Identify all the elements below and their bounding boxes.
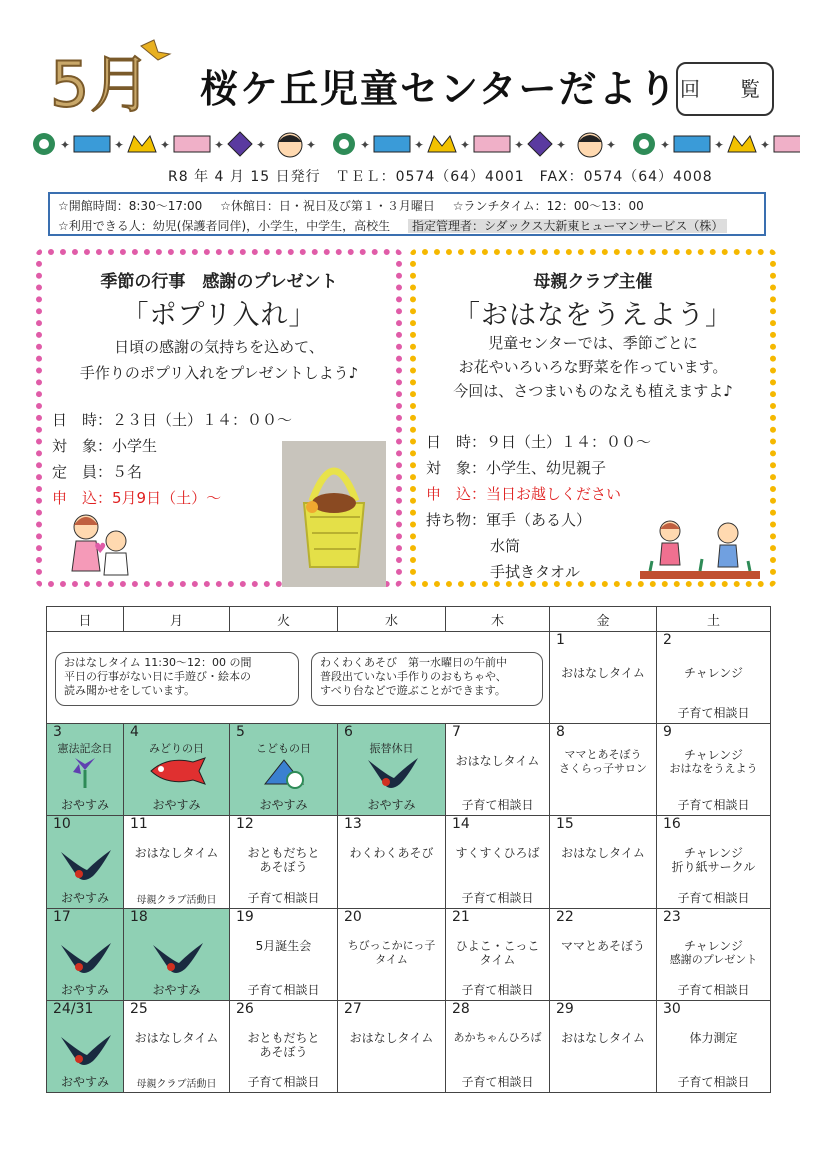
day-event: おはなしタイム <box>561 1030 645 1045</box>
day-number: 25 <box>130 1000 148 1017</box>
day-cell-holiday <box>47 724 124 816</box>
koinobori-icon <box>147 754 207 788</box>
day-number: 20 <box>344 908 362 925</box>
iris-icon <box>65 754 105 790</box>
event1-apply: 申 込：5月9日（土）～ <box>52 489 222 507</box>
day-number: 13 <box>344 816 362 833</box>
day-event-line: タイム <box>479 952 516 967</box>
day-event: おはなしタイム <box>349 1030 434 1045</box>
day-number: 14 <box>452 816 470 833</box>
holiday-name: こどもの日 <box>256 742 311 756</box>
day-event-line: おはなをうえよう <box>669 762 758 776</box>
day-bottom-note: 子育て相談日 <box>677 706 750 721</box>
day-bottom-note: おやすみ <box>367 798 416 813</box>
event2-bring-1: 持ち物：軍手（ある人） <box>426 511 592 529</box>
day-bottom-note: 母親クラブ活動日 <box>136 1079 217 1090</box>
event1-date: 日 時：２３日（土）１４：００～ <box>52 411 293 429</box>
day-number: 1 <box>556 632 565 649</box>
note-wakuwaku <box>311 652 543 706</box>
day-event-line: おともだちと <box>247 1030 320 1045</box>
kids-illustration <box>56 507 142 583</box>
calendar <box>46 606 770 1093</box>
day-bottom-note: 子育て相談日 <box>247 982 320 997</box>
day-bottom-note: おやすみ <box>152 798 201 813</box>
month-text: 5月 <box>50 48 152 118</box>
day-event-line: あそぼう <box>259 1044 308 1059</box>
weekday-sun: 日 <box>47 607 124 632</box>
day-cell-holiday <box>47 816 124 908</box>
day-bottom-note: おやすみ <box>60 982 109 997</box>
day-number: 22 <box>556 908 574 925</box>
day-number: 8 <box>556 724 565 741</box>
day-number: 19 <box>236 908 254 925</box>
day-cell-holiday <box>124 724 230 816</box>
event2-target: 対 象：小学生、幼児親子 <box>426 459 607 477</box>
event2-desc-1: 児童センターでは、季節ごとに <box>488 334 698 352</box>
day-event: おはなしタイム <box>134 846 219 861</box>
gardening-kids-illustration <box>640 517 760 587</box>
swallow-icon <box>364 754 420 794</box>
event1-capacity: 定 員：５名 <box>52 463 143 481</box>
swallow-icon <box>149 939 205 979</box>
circulation-label: 回 覧 <box>676 62 774 116</box>
note1-line1: 平日の行事がない日に手遊び・絵本の <box>64 670 251 684</box>
day-cell-holiday <box>230 724 338 816</box>
day-bottom-note: 子育て相談日 <box>247 1075 320 1089</box>
day-number: 7 <box>452 724 461 741</box>
day-event-line: あそぼう <box>259 860 308 875</box>
day-number: 6 <box>344 724 353 741</box>
swallow-icon <box>57 846 113 886</box>
day-number: 27 <box>344 1000 362 1017</box>
day-cell <box>338 1000 446 1092</box>
svg-text:✦: ✦ <box>306 138 317 152</box>
day-event: すくすくひろば <box>455 846 540 861</box>
day-number: 29 <box>556 1000 574 1017</box>
weekday-mon: 月 <box>124 607 230 632</box>
event1-heading: 季節の行事 感謝のプレゼント <box>100 272 338 292</box>
event1-title: 「ポプリ入れ」 <box>121 300 317 331</box>
day-number: 24/31 <box>53 1000 94 1017</box>
day-event: おはなしタイム <box>134 1030 219 1045</box>
weekday-fri: 金 <box>550 607 657 632</box>
day-number: 12 <box>236 816 254 833</box>
day-cell-holiday <box>47 1000 124 1092</box>
day-cell <box>446 908 550 1000</box>
day-number: 16 <box>663 816 681 833</box>
day-number: 21 <box>452 908 470 925</box>
day-cell <box>657 816 771 908</box>
day-event-line: おともだちと <box>247 846 320 861</box>
event2-apply: 申 込：当日お越しください <box>426 485 622 503</box>
info-box <box>48 192 766 236</box>
day-bottom-note: 子育て相談日 <box>677 890 750 905</box>
day-cell <box>338 908 446 1000</box>
day-bottom-note: 子育て相談日 <box>677 798 750 813</box>
day-bottom-note: 子育て相談日 <box>461 890 534 905</box>
weekday-sat: 土 <box>657 607 771 632</box>
day-number: 10 <box>53 816 71 833</box>
day-number: 17 <box>53 908 71 925</box>
day-cell <box>550 816 657 908</box>
day-event <box>550 748 656 776</box>
day-event: 体力測定 <box>689 1030 738 1045</box>
day-cell <box>550 908 657 1000</box>
day-event <box>657 939 770 967</box>
day-cell <box>446 1000 550 1092</box>
day-bottom-note: 子育て相談日 <box>677 982 750 997</box>
kabuto-icon <box>259 754 309 790</box>
day-event-line: チャレンジ <box>683 938 744 953</box>
day-bottom-note: おやすみ <box>60 1075 109 1089</box>
day-number: 23 <box>663 908 681 925</box>
day-number: 5 <box>236 724 245 741</box>
event2-bring-3: 手拭きタオル <box>490 563 581 581</box>
holiday-name: みどりの日 <box>149 742 204 756</box>
svg-text:✦: ✦ <box>60 138 71 152</box>
day-event: ママとあそぼう <box>560 938 645 953</box>
day-event-line: 折り紙サークル <box>671 860 756 875</box>
swallow-icon <box>57 939 113 979</box>
day-event: あかちゃんひろば <box>453 1030 542 1044</box>
lunch-text: ☆ランチタイム：12：00～13：00 <box>452 199 644 213</box>
closed-text: ☆休館日：日・祝日及び第１・３月曜日 <box>220 199 435 213</box>
day-event <box>657 846 770 874</box>
month-logo <box>46 38 176 118</box>
day-bottom-note: 子育て相談日 <box>461 1075 534 1089</box>
day-cell <box>657 724 771 816</box>
svg-text:✦: ✦ <box>160 138 171 152</box>
holiday-name: 憲法記念日 <box>57 742 113 756</box>
day-event <box>338 939 445 967</box>
day-event-line: ちびっこかにっ子 <box>347 938 436 952</box>
day-number: 4 <box>130 724 139 741</box>
day-number: 2 <box>663 632 672 649</box>
day-cell <box>550 724 657 816</box>
event1-desc-2: 手作りのポプリ入れをプレゼントしよう♪ <box>79 364 359 382</box>
decorative-border <box>30 128 800 160</box>
day-event-line: ママとあそぼう <box>564 748 642 762</box>
day-number: 3 <box>53 724 62 741</box>
day-cell-holiday <box>47 908 124 1000</box>
day-number: 28 <box>452 1000 470 1017</box>
day-number: 15 <box>556 816 574 833</box>
day-event-line: チャレンジ <box>683 748 744 763</box>
day-event: おはなしタイム <box>561 846 645 861</box>
day-number: 30 <box>663 1000 681 1017</box>
potpourri-basket-photo <box>282 441 386 587</box>
day-cell <box>124 1000 230 1092</box>
day-bottom-note: 子育て相談日 <box>247 890 320 905</box>
note-story-time <box>55 652 299 706</box>
users-text: ☆利用できる人：幼児(保護者同伴)，小学生，中学生，高校生 <box>58 219 391 233</box>
day-cell-holiday <box>124 908 230 1000</box>
day-cell <box>230 816 338 908</box>
weekday-tue: 火 <box>230 607 338 632</box>
day-bottom-note: 母親クラブ活動日 <box>136 894 217 906</box>
event2-date: 日 時：９日（土）１４：００～ <box>426 433 652 451</box>
day-number: 11 <box>130 816 148 833</box>
day-event <box>657 748 770 776</box>
day-event-line: 感謝のプレゼント <box>669 952 758 966</box>
day-bottom-note: おやすみ <box>259 798 308 813</box>
event1-target: 対 象：小学生 <box>52 437 158 455</box>
day-number: 18 <box>130 908 148 925</box>
svg-text:✦: ✦ <box>256 138 267 152</box>
day-event <box>230 846 337 874</box>
swallow-icon <box>57 1031 113 1071</box>
day-event-line: チャレンジ <box>683 846 744 861</box>
event2-desc-3: 今回は、さつまいものなえも植えますよ♪ <box>453 382 733 400</box>
day-bottom-note: おやすみ <box>60 890 109 905</box>
note1-line2: 読み聞かせをしています。 <box>64 684 196 698</box>
day-bottom-note: おやすみ <box>152 982 201 997</box>
day-event: おはなしタイム <box>561 666 645 681</box>
svg-text:✦: ✦ <box>114 138 125 152</box>
day-event: チャレンジ <box>683 666 744 681</box>
day-event-line: さくらっ子サロン <box>559 762 647 776</box>
day-cell <box>657 1000 771 1092</box>
day-bottom-note: 子育て相談日 <box>461 798 534 813</box>
event2-heading: 母親クラブ主催 <box>533 272 653 292</box>
day-number: 26 <box>236 1000 254 1017</box>
svg-text:✦: ✦ <box>214 138 225 152</box>
event-box-potpourri <box>36 249 402 587</box>
day-cell <box>338 816 446 908</box>
day-cell <box>550 1000 657 1092</box>
note1-title: おはなしタイム 11:30～12：00 の間 <box>64 656 252 670</box>
note2-title: わくわくあそび 第一水曜日の午前中 <box>320 656 507 670</box>
day-cell <box>446 724 550 816</box>
day-event: わくわくあそび <box>349 846 434 861</box>
event2-bring-2: 水筒 <box>490 537 521 555</box>
weekday-wed: 水 <box>338 607 446 632</box>
event1-desc-1: 日頃の感謝の気持ちを込めて、 <box>114 338 324 356</box>
day-cell <box>446 816 550 908</box>
event-box-flower-planting <box>410 249 776 587</box>
issue-line: R8 年 4 月 15 日発行 ＴＥＬ：0574（64）4001 FAX：0574（64）4008 <box>168 169 713 185</box>
day-event <box>230 1031 337 1059</box>
day-event-line: タイム <box>375 952 408 966</box>
day-bottom-note: おやすみ <box>60 798 109 813</box>
day-cell <box>124 816 230 908</box>
svg-text:♥: ♥ <box>94 541 107 557</box>
day-cell <box>657 632 771 724</box>
day-cell <box>230 1000 338 1092</box>
day-cell-holiday <box>338 724 446 816</box>
day-event: おはなしタイム <box>455 754 540 769</box>
event2-title: 「おはなをうえよう」 <box>453 300 733 331</box>
hours-text: ☆開館時間：8:30～17:00 <box>58 199 203 213</box>
page-title: 桜ケ丘児童センターだより <box>200 67 679 111</box>
day-bottom-note: 子育て相談日 <box>677 1075 750 1089</box>
event2-desc-2: お花やいろいろな野菜を作っています。 <box>458 358 728 376</box>
holiday-name: 振替休日 <box>369 742 414 756</box>
day-cell <box>657 908 771 1000</box>
note2-line2: すべり台などで遊ぶことができます。 <box>320 684 506 698</box>
day-event: 5月誕生会 <box>255 938 312 953</box>
day-number: 9 <box>663 724 672 741</box>
day-cell <box>550 632 657 724</box>
weekday-thu: 木 <box>446 607 550 632</box>
manager-text: 指定管理者：シダックス大新東ヒューマンサービス（株） <box>408 219 727 233</box>
day-event-line: ひよこ・こっこ <box>455 938 540 953</box>
day-bottom-note: 子育て相談日 <box>461 982 534 997</box>
calendar-notes-cell <box>47 632 550 724</box>
day-cell <box>230 908 338 1000</box>
note2-line1: 普段出ていない手作りのおもちゃや、 <box>320 670 507 684</box>
day-event <box>446 939 549 967</box>
